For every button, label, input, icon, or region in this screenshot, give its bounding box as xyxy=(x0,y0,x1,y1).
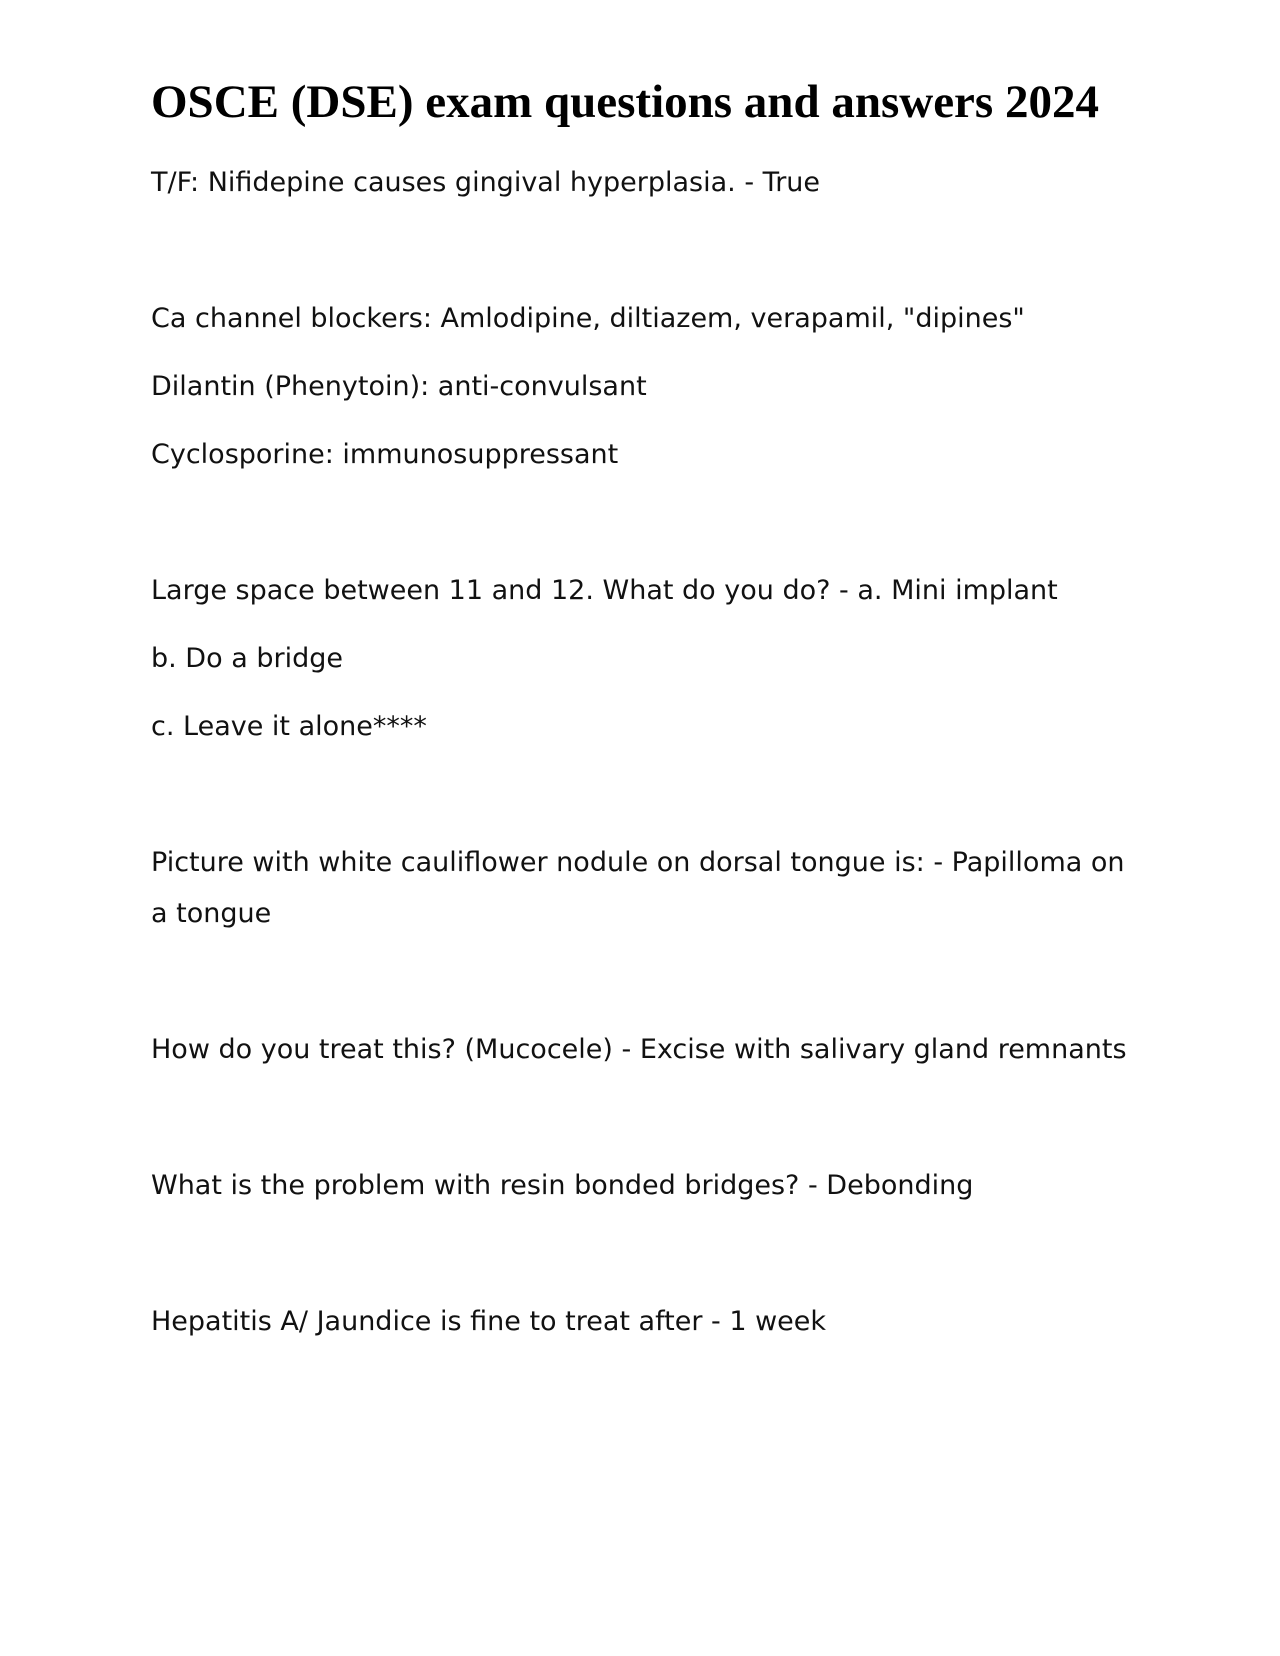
document-page xyxy=(151,74,1131,1364)
qa-paragraph: Cyclosporine: immunosuppressant xyxy=(151,439,619,470)
qa-paragraph: T/F: Nifidepine causes gingival hyperplasia. - True xyxy=(151,167,821,198)
qa-paragraph: Dilantin (Phenytoin): anti-convulsant xyxy=(151,371,647,402)
paragraph-gap xyxy=(151,1092,1131,1160)
qa-paragraph: b. Do a bridge xyxy=(151,643,343,674)
qa-paragraph: What is the problem with resin bonded bridges? - Debonding xyxy=(151,1170,974,1201)
qa-paragraph: How do you treat this? (Mucocele) - Excise with salivary gland remnants xyxy=(151,1034,1127,1065)
paragraph-gap xyxy=(151,1228,1131,1296)
paragraph-gap xyxy=(151,769,1131,837)
paragraph-gap xyxy=(151,225,1131,293)
qa-paragraph: Large space between 11 and 12. What do you do? - a. Mini implant xyxy=(151,575,1058,606)
qa-paragraph: Hepatitis A/ Jaundice is fine to treat after - 1 week xyxy=(151,1306,827,1337)
qa-paragraph: Picture with white cauliflower nodule on dorsal tongue is: - Papilloma on a tongue xyxy=(151,847,1125,929)
qa-paragraph: c. Leave it alone**** xyxy=(151,711,427,742)
document-title: OSCE (DSE) exam questions and answers 2024 xyxy=(151,76,1099,128)
paragraph-gap xyxy=(151,497,1131,565)
paragraph-gap xyxy=(151,956,1131,1024)
qa-paragraph: Ca channel blockers: Amlodipine, diltiazem, verapamil, "dipines" xyxy=(151,303,1025,334)
